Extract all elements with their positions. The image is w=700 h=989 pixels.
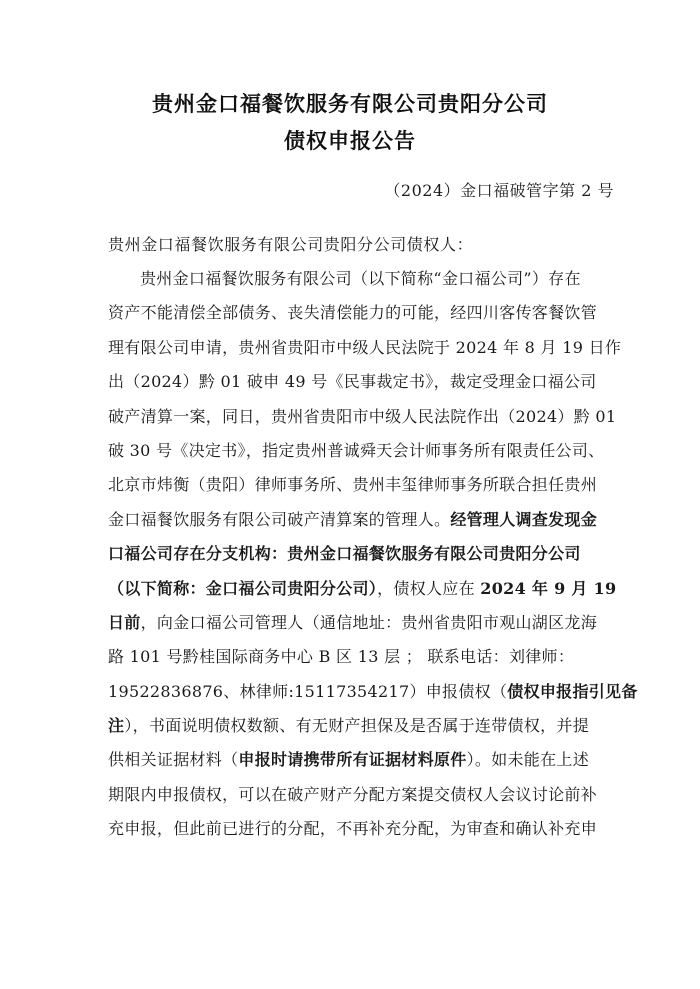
text-run: 破 30 号《决定书》，指定贵州普诚舜天会计师事务所有限责任公司、 (108, 440, 605, 460)
text-run: 出（2024）黔 01 破申 49 号《民事裁定书》，裁定受理金口福公司 (108, 372, 597, 392)
bold-text-run: 2024 年 9 月 19 (480, 578, 617, 598)
text-run: 金口福餐饮服务有限公司破产清算案的管理人。 (108, 509, 451, 529)
text-run: 破产清算一案，同日，贵州省贵阳市中级人民法院作出（2024）黔 01 (108, 406, 617, 426)
text-run: 理有限公司申请，贵州省贵阳市中级人民法院于 2024 年 8 月 19 日作 (108, 337, 622, 357)
title-line-1: 贵州金口福餐饮服务有限公司贵阳分公司 (152, 92, 548, 116)
bold-text-run: 申报时请携带所有证据材料原件 (238, 750, 467, 770)
bold-text-run: 日前 (108, 612, 141, 632)
bold-text-run: 经管理人调查发现金 (450, 509, 598, 529)
body-line (108, 778, 600, 812)
text-run: 路 101 号黔桂国际商务中心 B 区 13 层 ； 联系电话：刘律师： (108, 647, 575, 667)
salutation: 贵州金口福餐饮服务有限公司贵阳分公司债权人： (108, 235, 474, 254)
body-line (108, 709, 600, 743)
text-run: 19522836876、林律师:15117354217）申报债权（ (108, 681, 508, 701)
text-run: ，债权人应在 (377, 578, 481, 598)
body-line (108, 262, 600, 296)
bold-text-run: 注 (108, 716, 125, 736)
body-line (108, 812, 600, 846)
bold-text-run: 债权申报指引见备 (507, 681, 638, 701)
body-line (108, 743, 600, 777)
body-line (108, 434, 605, 468)
text-run: 资产不能清偿全部债务、丧失清偿能力的可能，经四川客传客餐饮管 (108, 303, 598, 323)
text-run: 充申报，但此前已进行的分配，不再补充分配，为审查和确认补充申 (108, 819, 598, 839)
text-run: 供相关证据材料（ (108, 750, 239, 770)
body-line (108, 572, 617, 606)
body-text (108, 262, 638, 847)
text-run: ）。如未能在上述 (466, 750, 590, 770)
body-line (108, 331, 622, 365)
text-run: 北京市炜衡（贵阳）律师事务所、贵州丰玺律师事务所联合担任贵州 (108, 475, 598, 495)
body-line (108, 365, 600, 399)
text-run: ），书面说明债权数额、有无财产担保及是否属于连带债权，并提 (124, 716, 590, 736)
text-run: ，向金口福公司管理人（通信地址：贵州省贵阳市观山湖区龙海 (140, 612, 598, 632)
body-line (108, 503, 600, 537)
bold-text-run: （以下简称：金口福公司贵阳分公司） (108, 578, 378, 598)
body-line (108, 640, 600, 674)
body-line (108, 537, 600, 571)
bold-text-run: 口福公司存在分支机构：贵州金口福餐饮服务有限公司贵阳分公司 (108, 544, 581, 564)
body-line (108, 675, 638, 709)
body-line (108, 296, 600, 330)
title-line-2: 债权申报公告 (284, 129, 416, 153)
text-run: 期限内申报债权，可以在破产财产分配方案提交债权人会议讨论前补 (108, 784, 598, 804)
text-run: 贵州金口福餐饮服务有限公司（以下简称“金口福公司”）存在 (140, 269, 581, 288)
body-line (108, 606, 600, 640)
document-number: （2024）金口福破管字第 2 号 (384, 181, 614, 200)
body-line (108, 400, 617, 434)
body-line (108, 468, 600, 502)
